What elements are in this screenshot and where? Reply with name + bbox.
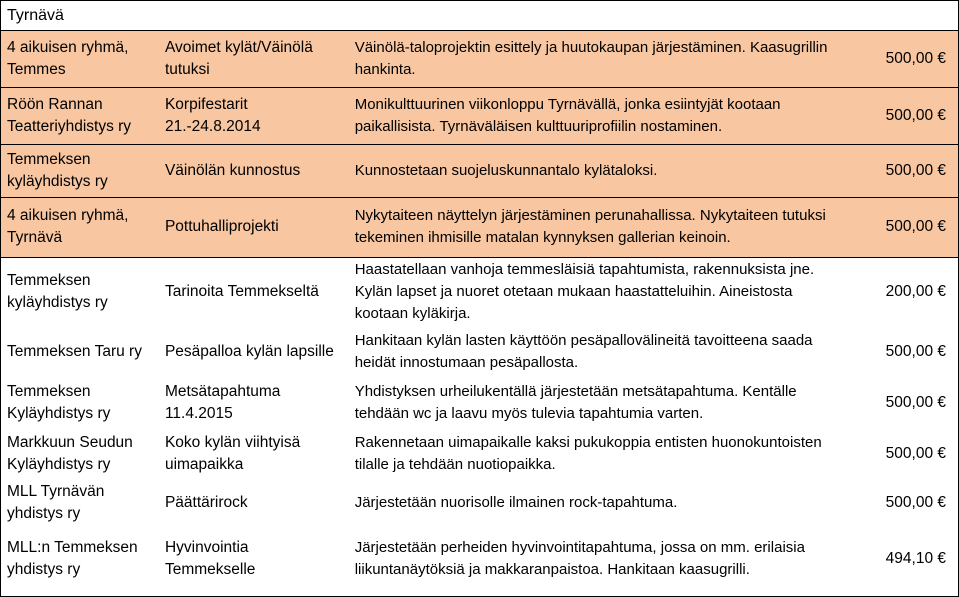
project-cell: Pottuhalliprojekti <box>159 197 349 257</box>
org-cell: Röön Rannan Teatteriyhdistys ry <box>1 87 159 144</box>
org-cell: Temmeksen kyläyhdistys ry <box>1 257 159 327</box>
org-cell: MLL:n Temmeksen yhdistys ry <box>1 527 159 591</box>
description-cell: Monikulttuurinen viikonloppu Tyrnävällä, jonka esiintyjät kootaan paikallisista. Tyrnäväläisen kulttuuriprofiilin nostaminen. <box>349 87 839 144</box>
table-row <box>1 257 958 327</box>
project-cell: Avoimet kylät/Väinölä tutuksi <box>159 31 349 87</box>
org-cell: MLL Tyrnävän yhdistys ry <box>1 479 159 527</box>
amount-cell: 500,00 € <box>839 327 958 377</box>
table-row <box>1 31 958 87</box>
org-cell: Temmeksen Taru ry <box>1 327 159 377</box>
table-row <box>1 87 958 144</box>
amount-cell: 500,00 € <box>839 87 958 144</box>
table-row <box>1 144 958 197</box>
org-cell: Markkuun Seudun Kyläyhdistys ry <box>1 429 159 479</box>
amount-cell: 500,00 € <box>839 479 958 527</box>
table-row <box>1 377 958 429</box>
org-cell: Temmeksen Kyläyhdistys ry <box>1 377 159 429</box>
table-row <box>1 197 958 257</box>
sheet-title: Tyrnävä <box>1 1 958 31</box>
org-cell: 4 aikuisen ryhmä, Temmes <box>1 31 159 87</box>
project-cell: Metsätapahtuma 11.4.2015 <box>159 377 349 429</box>
amount-cell: 200,00 € <box>839 257 958 327</box>
table-row <box>1 327 958 377</box>
description-cell: Järjestetään nuorisolle ilmainen rock-tapahtuma. <box>349 479 839 527</box>
amount-cell: 500,00 € <box>839 144 958 197</box>
table-row <box>1 479 958 527</box>
description-cell: Haastatellaan vanhoja temmesläisiä tapahtumista, rakennuksista jne. Kylän lapset ja nuoret otetaan mukaan haastatteluihin. Aineistosta kootaan kyläkirja. <box>349 257 839 327</box>
table-row <box>1 429 958 479</box>
project-cell: Väinölän kunnostus <box>159 144 349 197</box>
description-cell: Väinölä-taloprojektin esittely ja huutokaupan järjestäminen. Kaasugrillin hankinta. <box>349 31 839 87</box>
description-cell: Yhdistyksen urheilukentällä järjestetään metsätapahtuma. Kentälle tehdään wc ja laavu myös tulevia tapahtumia varten. <box>349 377 839 429</box>
project-cell: Pesäpalloa kylän lapsille <box>159 327 349 377</box>
description-cell: Kunnostetaan suojeluskunnantalo kylätaloksi. <box>349 144 839 197</box>
amount-cell: 494,10 € <box>839 527 958 591</box>
org-cell: 4 aikuisen ryhmä, Tyrnävä <box>1 197 159 257</box>
project-cell: Koko kylän viihtyisä uimapaikka <box>159 429 349 479</box>
project-cell: Korpifestarit 21.-24.8.2014 <box>159 87 349 144</box>
org-cell: Temmeksen kyläyhdistys ry <box>1 144 159 197</box>
amount-cell: 500,00 € <box>839 377 958 429</box>
table-row <box>1 527 958 591</box>
description-cell: Rakennetaan uimapaikalle kaksi pukukoppia entisten huonokuntoisten tilalle ja tehdään nuotiopaikka. <box>349 429 839 479</box>
project-cell: Tarinoita Temmekseltä <box>159 257 349 327</box>
project-cell: Päättärirock <box>159 479 349 527</box>
grant-table <box>1 31 958 591</box>
description-cell: Järjestetään perheiden hyvinvointitapahtuma, jossa on mm. erilaisia liikuntanäytöksiä ja makkaranpaistoa. Hankitaan kaasugrilli. <box>349 527 839 591</box>
amount-cell: 500,00 € <box>839 429 958 479</box>
amount-cell: 500,00 € <box>839 197 958 257</box>
description-cell: Nykytaiteen näyttelyn järjestäminen perunahallissa. Nykytaiteen tutuksi tekeminen ihmisille matalan kynnyksen gallerian keinoin. <box>349 197 839 257</box>
amount-cell: 500,00 € <box>839 31 958 87</box>
project-cell: Hyvinvointia Temmekselle <box>159 527 349 591</box>
description-cell: Hankitaan kylän lasten käyttöön pesäpallovälineitä tavoitteena saada heidät innostumaan pesäpallosta. <box>349 327 839 377</box>
